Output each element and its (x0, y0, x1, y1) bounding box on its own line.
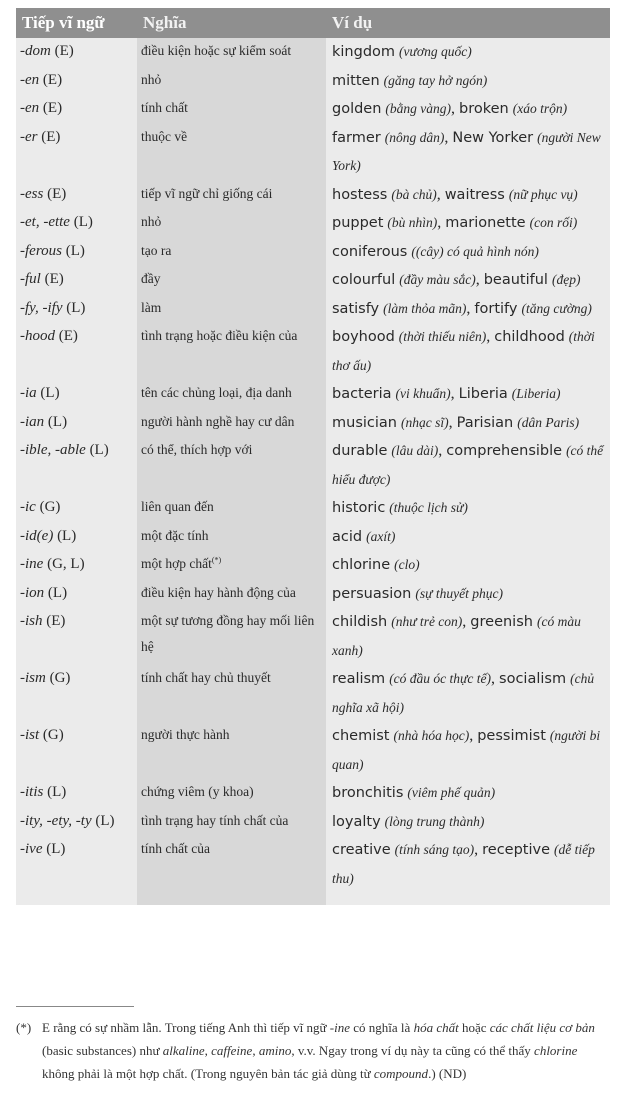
table-row (16, 380, 610, 409)
suffix-origin: (L) (89, 442, 109, 458)
meaning-text: tình trạng hay tính chất của (141, 812, 289, 828)
suffix-cell (16, 523, 137, 552)
footnote-part: .) (ND) (428, 1066, 467, 1081)
table-row (16, 808, 610, 837)
example-translation: (vi khuẩn) (395, 386, 451, 401)
table-row (16, 181, 610, 210)
suffix-origin: (L) (46, 841, 66, 857)
example-word: chlorine (332, 557, 391, 573)
footnote-divider (16, 1006, 134, 1007)
meaning-text: một hợp chất (141, 556, 212, 571)
suffix-cell (16, 266, 137, 295)
footnote-part: E rằng có sự nhầm lẫn. Trong tiếng Anh thì tiếp vĩ ngữ (42, 1020, 330, 1035)
meaning-cell (137, 323, 326, 380)
example-word: New Yorker (452, 129, 534, 146)
suffix-cell (16, 323, 137, 380)
suffix-text: -ess (20, 185, 44, 202)
suffix-cell (16, 409, 137, 438)
example-word: satisfy (332, 300, 380, 317)
example-word: marionette (445, 215, 526, 231)
example-translation: (làm thỏa mãn) (383, 300, 467, 316)
table-row (16, 437, 610, 494)
example-word: puppet (332, 215, 384, 231)
example-translation: (nhạc sĩ) (400, 414, 449, 430)
example-translation: (có màu xanh) (332, 614, 581, 658)
suffix-cell (16, 380, 137, 409)
meaning-cell (137, 295, 326, 324)
meaning-cell (137, 409, 326, 438)
footnote-part: , v.v. Ngay trong ví dụ này ta cũng có thể thấy (291, 1043, 535, 1058)
suffix-text: -ism (20, 670, 46, 686)
table-body (16, 38, 610, 905)
suffix-cell (16, 38, 137, 67)
example-translation: (bằng vàng) (385, 101, 452, 116)
example-word: coniferous (332, 243, 408, 260)
suffix-text: -ive (20, 841, 43, 857)
example-cell: golden (bằng vàng), broken (xáo trộn) (326, 95, 610, 124)
meaning-cell (137, 608, 326, 665)
table-row (16, 523, 610, 552)
example-cell: colourful (đầy màu sắc), beautiful (đẹp) (326, 266, 610, 295)
meaning-text: một sự tương đồng hay mối liên hệ (141, 613, 315, 654)
meaning-text: thuộc về (141, 128, 188, 144)
header-row (16, 8, 610, 38)
suffix-text: -ian (20, 413, 45, 430)
footnote-part: (basic substances) như (42, 1043, 163, 1058)
example-cell: childish (như trẻ con), greenish (có màu xanh) (326, 608, 610, 665)
example-word: golden (332, 101, 382, 117)
suffix-origin: (L) (47, 584, 68, 601)
example-cell (326, 494, 610, 523)
meaning-text: đầy (141, 271, 161, 286)
suffix-text: -ine (20, 556, 44, 572)
table-row (16, 836, 610, 905)
table-row (16, 238, 610, 267)
example-word: hostess (332, 186, 388, 203)
example-word: colourful (332, 272, 396, 288)
example-word: pessimist (477, 728, 546, 744)
footnote-part: có nghĩa là (350, 1020, 414, 1035)
example-word: bronchitis (332, 785, 404, 801)
suffix-cell (16, 238, 137, 267)
footnote-term: alkaline (162, 1043, 205, 1058)
example-word: waitress (444, 186, 505, 203)
example-translation: (chủ nghĩa xã hội) (332, 671, 595, 715)
footnote (16, 1016, 610, 1085)
suffix-text: -ferous (20, 242, 62, 259)
example-cell (326, 67, 610, 96)
example-word: persuasion (332, 585, 412, 602)
example-translation: (sự thuyết phục) (415, 585, 503, 601)
example-cell: hostess (bà chủ), waitress (nữ phục vụ) (326, 181, 610, 210)
suffix-origin: (L) (66, 299, 86, 316)
meaning-text: tính chất (141, 100, 188, 115)
meaning-text: điều kiện hoặc sự kiểm soát (141, 43, 292, 58)
suffix-cell (16, 836, 137, 905)
example-word: broken (459, 101, 509, 117)
suffix-origin: (G) (49, 670, 71, 686)
suffix-cell (16, 494, 137, 523)
suffix-cell (16, 181, 137, 210)
example-word: greenish (470, 614, 533, 630)
suffix-cell (16, 722, 137, 779)
meaning-cell (137, 238, 326, 267)
suffix-cell (16, 808, 137, 837)
suffix-origin: (E) (54, 43, 74, 59)
meaning-text: một đặc tính (141, 527, 209, 543)
footnote-term: caffeine (211, 1043, 253, 1058)
example-translation: (dễ tiếp thu) (332, 842, 595, 886)
meaning-text: tình trạng hoặc điều kiện của (141, 328, 298, 343)
suffix-cell (16, 67, 137, 96)
table-row (16, 95, 610, 124)
suffix-origin: (E) (44, 271, 64, 287)
example-word: socialism (499, 671, 567, 687)
meaning-cell (137, 523, 326, 552)
table-header (16, 8, 610, 38)
example-word: loyalty (332, 813, 381, 830)
example-cell: creative (tính sáng tạo), receptive (dễ tiếp thu) (326, 836, 610, 905)
example-cell (326, 779, 610, 808)
suffix-cell (16, 124, 137, 181)
footnote-term: amino (258, 1043, 292, 1058)
suffix-text: -ible, -able (20, 442, 86, 458)
table-row (16, 295, 610, 324)
example-word: bacteria (332, 386, 392, 402)
meaning-cell (137, 722, 326, 779)
example-cell (326, 523, 610, 552)
meaning-text: tạo ra (141, 242, 172, 258)
table-row (16, 580, 610, 609)
example-cell: satisfy (làm thỏa mãn), fortify (tăng cường) (326, 295, 610, 324)
suffix-origin: (L) (40, 385, 60, 401)
footnote-part: không phải là một hợp chất. (Trong nguyên bản tác giả dùng từ (42, 1066, 374, 1081)
suffix-origin: (E) (58, 328, 78, 344)
header-meaning: Nghĩa (137, 8, 326, 38)
example-word: historic (332, 500, 386, 516)
example-translation: (con rối) (529, 215, 578, 230)
example-translation: (người New York) (332, 129, 601, 173)
suffix-text: -ity, -ety, -ty (20, 812, 92, 829)
suffix-origin: (G, L) (47, 556, 85, 572)
suffix-text: -et, -ette (20, 214, 70, 230)
example-translation: (viêm phế quản) (407, 785, 496, 800)
example-cell: boyhood (thời thiếu niên), childhood (thời thơ ấu) (326, 323, 610, 380)
example-word: Parisian (456, 414, 514, 431)
meaning-cell (137, 836, 326, 905)
example-translation: (xáo trộn) (512, 101, 568, 116)
table-row (16, 665, 610, 722)
example-word: musician (332, 414, 397, 431)
suffix-cell (16, 580, 137, 609)
example-translation: (đẹp) (551, 272, 581, 287)
example-cell: puppet (bù nhìn), marionette (con rối) (326, 209, 610, 238)
meaning-text: tính chất hay chủ thuyết (141, 670, 271, 685)
meaning-cell (137, 551, 326, 580)
suffix-text: -itis (20, 784, 44, 800)
meaning-text: nhỏ (141, 214, 162, 229)
meaning-text: có thể, thích hợp với (141, 442, 253, 457)
example-word: mitten (332, 72, 380, 89)
table-row (16, 67, 610, 96)
example-translation: (thời thiếu niên) (398, 329, 487, 344)
example-cell (326, 551, 610, 580)
suffix-origin: (L) (73, 214, 93, 230)
table-row (16, 722, 610, 779)
suffix-text: -ic (20, 499, 36, 515)
example-translation: (clo) (394, 557, 420, 572)
suffix-text: -fy, -ify (20, 299, 63, 316)
example-translation: (tính sáng tạo) (394, 842, 475, 857)
suffix-cell (16, 295, 137, 324)
footnote-term: các chất liệu cơ bản (489, 1020, 595, 1035)
suffix-cell (16, 665, 137, 722)
table-row (16, 323, 610, 380)
meaning-text: liên quan đến (141, 499, 214, 514)
example-cell: realism (có đầu óc thực tế), socialism (chủ nghĩa xã hội) (326, 665, 610, 722)
example-word: chemist (332, 728, 390, 744)
example-cell (326, 808, 610, 837)
suffix-text: -ia (20, 385, 37, 401)
table-row (16, 608, 610, 665)
suffix-text: -ful (20, 271, 41, 287)
example-cell (326, 38, 610, 67)
table-row (16, 409, 610, 438)
example-translation: (thời thơ ấu) (332, 329, 595, 373)
example-translation: (axít) (366, 528, 396, 544)
example-translation: (lâu dài) (391, 443, 439, 458)
meaning-cell (137, 181, 326, 210)
example-word: Liberia (458, 386, 508, 402)
example-cell (326, 238, 610, 267)
footnote-ref: (*) (211, 555, 222, 565)
suffix-origin: (E) (46, 613, 66, 629)
meaning-cell (137, 494, 326, 523)
suffix-text: -en (20, 100, 40, 116)
meaning-text: chứng viêm (y khoa) (141, 784, 254, 799)
suffix-table (16, 8, 610, 905)
table-row (16, 38, 610, 67)
example-translation: (bù nhìn) (387, 215, 438, 230)
example-translation: (thuộc lịch sử) (389, 500, 468, 515)
example-word: comprehensible (446, 443, 563, 459)
header-suffix: Tiếp vĩ ngữ (16, 8, 137, 38)
table-row (16, 209, 610, 238)
meaning-cell (137, 808, 326, 837)
example-translation: (Liberia) (511, 386, 561, 401)
meaning-cell (137, 779, 326, 808)
meaning-text: người hành nghề hay cư dân (141, 413, 295, 429)
example-word: receptive (482, 842, 551, 858)
meaning-cell (137, 38, 326, 67)
suffix-text: -hood (20, 328, 55, 344)
example-translation: (vương quốc) (399, 44, 472, 59)
example-translation: (găng tay hở ngón) (383, 72, 488, 88)
suffix-origin: (E) (47, 185, 67, 202)
meaning-cell (137, 124, 326, 181)
table-row (16, 551, 610, 580)
meaning-cell (137, 266, 326, 295)
footnote-text (16, 1016, 610, 1085)
table-row (16, 124, 610, 181)
example-word: fortify (474, 300, 518, 317)
suffix-text: -id(e) (20, 527, 54, 544)
meaning-cell (137, 665, 326, 722)
meaning-text: người thực hành (141, 727, 230, 742)
example-translation: (có đầu óc thực tế) (389, 671, 492, 686)
suffix-text: -ish (20, 613, 43, 629)
table-row (16, 779, 610, 808)
example-translation: (tăng cường) (521, 300, 592, 316)
meaning-cell (137, 380, 326, 409)
footnote-part: , (252, 1043, 259, 1058)
example-word: boyhood (332, 329, 395, 345)
example-word: realism (332, 671, 386, 687)
suffix-text: -ist (20, 727, 40, 743)
footnote-part: , (204, 1043, 212, 1058)
example-cell: durable (lâu dài), comprehensible (có thể hiểu được) (326, 437, 610, 494)
example-word: childish (332, 614, 388, 630)
example-cell: musician (nhạc sĩ), Parisian (dân Paris) (326, 409, 610, 438)
suffix-origin: (E) (42, 71, 63, 88)
example-word: beautiful (483, 272, 548, 288)
example-word: acid (332, 528, 363, 545)
suffix-cell (16, 209, 137, 238)
table-row (16, 494, 610, 523)
suffix-text: -er (20, 128, 38, 145)
meaning-cell (137, 437, 326, 494)
example-word: childhood (494, 329, 565, 345)
example-translation: (nhà hóa học) (393, 728, 470, 743)
table-row (16, 266, 610, 295)
suffix-text: -dom (20, 43, 51, 59)
suffix-origin: (E) (41, 128, 61, 145)
example-translation: (bà chủ) (391, 186, 437, 202)
footnote-part: hoặc (458, 1020, 490, 1035)
suffix-origin: (L) (95, 812, 115, 829)
suffix-origin: (E) (42, 100, 63, 116)
example-translation: (đầy màu sắc) (399, 272, 476, 287)
suffix-origin: (G) (42, 727, 64, 743)
footnote-mark: (*) (16, 1020, 32, 1035)
suffix-origin: (L) (57, 527, 77, 544)
example-cell: farmer (nông dân), New Yorker (người New York) (326, 124, 610, 181)
example-word: durable (332, 443, 388, 459)
meaning-text: tên các chủng loại, địa danh (141, 385, 292, 400)
meaning-cell (137, 95, 326, 124)
footnote-term: compound (373, 1066, 429, 1081)
suffix-text: -en (20, 71, 40, 88)
suffix-text: -ion (20, 584, 45, 601)
footnote-term: hóa chất (413, 1020, 459, 1035)
suffix-origin: (G) (39, 499, 61, 515)
meaning-cell (137, 580, 326, 609)
suffix-cell (16, 779, 137, 808)
example-cell (326, 580, 610, 609)
example-translation: (có thể hiểu được) (332, 443, 604, 487)
example-translation: (nông dân) (384, 129, 445, 145)
meaning-cell (137, 67, 326, 96)
suffix-origin: (L) (65, 242, 85, 259)
example-translation: (dân Paris) (517, 414, 580, 430)
suffix-origin: (L) (47, 413, 68, 430)
example-cell: bacteria (vi khuẩn), Liberia (Liberia) (326, 380, 610, 409)
footnote-term: -ine (329, 1020, 351, 1035)
suffix-cell (16, 437, 137, 494)
example-translation: ((cây) có quả hình nón) (411, 243, 539, 259)
example-word: kingdom (332, 44, 396, 60)
example-word: creative (332, 842, 391, 858)
suffix-origin: (L) (47, 784, 67, 800)
meaning-cell (137, 209, 326, 238)
example-translation: (người bi quan) (332, 728, 601, 772)
suffix-cell (16, 95, 137, 124)
header-example: Ví dụ (326, 8, 610, 38)
meaning-text: tiếp vĩ ngữ chỉ giống cái (141, 185, 273, 201)
meaning-text: làm (141, 299, 162, 315)
meaning-text: nhỏ (141, 71, 162, 87)
example-cell: chemist (nhà hóa học), pessimist (người bi quan) (326, 722, 610, 779)
suffix-cell (16, 551, 137, 580)
footnote-term: chlorine (534, 1043, 578, 1058)
suffix-cell (16, 608, 137, 665)
example-word: farmer (332, 129, 381, 146)
example-translation: (như trẻ con) (391, 614, 463, 629)
meaning-text: điều kiện hay hành động của (141, 584, 296, 600)
example-translation: (nữ phục vụ) (508, 186, 578, 202)
meaning-text: tính chất của (141, 841, 210, 856)
example-translation: (lòng trung thành) (384, 813, 485, 829)
